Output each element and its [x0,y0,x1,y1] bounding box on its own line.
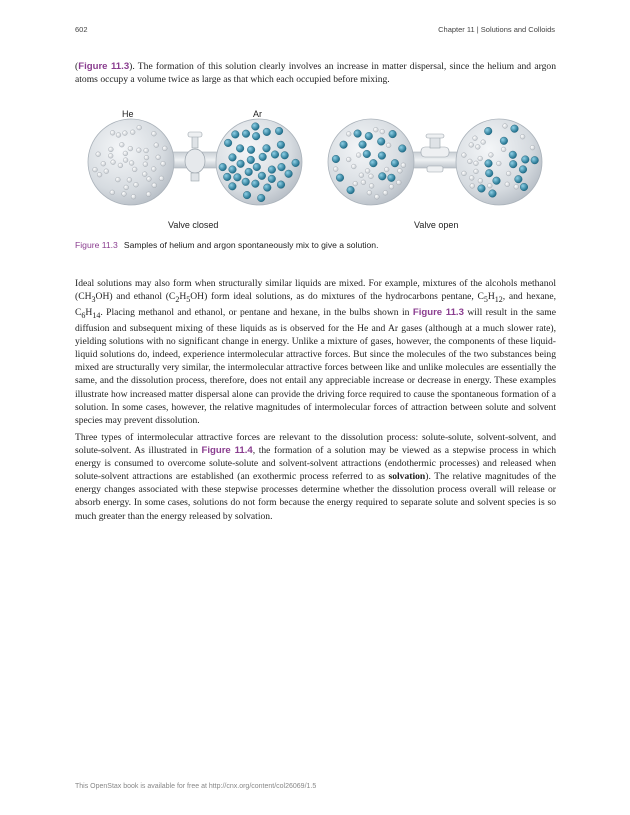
gas-bulbs-illustration [75,100,556,235]
argon-atom [354,130,362,138]
helium-atom [131,194,136,199]
argon-atom [347,186,355,194]
argon-atom [511,125,519,133]
argon-atom [242,130,250,138]
argon-atom [277,141,285,149]
helium-atom [351,164,356,169]
paragraph-1: (Figure 11.3). The formation of this solution clearly involves an increase in matter dispersal, since the helium and argon atoms occupy a volume twice as large as that which each occupied before mixing. [75,61,556,86]
argon-atom [531,156,539,164]
argon-atom [388,174,396,182]
argon-atom [285,170,293,178]
helium-atom [468,159,473,164]
argon-atom [278,163,286,171]
helium-atom [356,153,361,158]
argon-atom [519,166,527,174]
helium-atom [469,176,474,181]
helium-atom [118,163,123,168]
argon-atom [259,153,267,161]
helium-atom [398,168,403,173]
helium-atom [134,182,139,187]
helium-atom [475,145,480,150]
helium-atom [127,178,132,183]
term-solvation: solvation [388,471,426,483]
helium-atom [128,146,133,151]
argon-atom [515,175,523,183]
helium-atom [361,180,366,185]
helium-atom [97,172,102,177]
label-argon: Ar [253,109,262,119]
helium-atom [346,132,351,137]
argon-atom [363,150,371,158]
argon-atom [232,131,240,139]
argon-atom [391,159,399,167]
caption-figure-number: Figure 11.3 [75,240,118,250]
argon-atom [229,154,237,162]
label-valve-closed: Valve closed [168,220,219,230]
argon-atom [379,173,387,181]
argon-atom [257,194,265,202]
argon-atom [485,169,493,177]
label-valve-open: Valve open [414,220,459,230]
helium-atom [96,152,101,157]
argon-atom [292,159,300,167]
helium-atom [353,181,358,186]
helium-atom [129,161,134,166]
helium-atom [159,176,164,181]
argon-atom [247,146,255,154]
label-helium: He [122,109,134,119]
helium-atom [130,130,135,135]
argon-atom [268,166,276,174]
helium-atom [147,177,152,182]
helium-atom [369,174,374,179]
argon-atom [263,128,271,136]
argon-atom [500,137,508,145]
helium-atom [142,172,147,177]
helium-atom [152,183,157,188]
helium-atom [520,134,525,139]
helium-atom [530,145,535,150]
argon-atom [252,180,260,188]
helium-atom [474,169,479,174]
helium-atom [367,190,372,195]
helium-atom [487,183,492,188]
argon-atom [277,181,285,189]
argon-atom [223,173,231,181]
paragraph-3: Three types of intermolecular attractive forces are relevant to the dissolution process: solute-solute, solvent-solvent, and solute-solvent. As illustrated in Figure 11.4, the formation of a solution may be viewed as a stepwise process in which energy is consumed to overcome solute-solute and solvent-solvent attractions (endothermic processes) and released when solute-solvent attractions are established (an exothermic process referred to as solvation). The relative magnitudes of the energy changes associated with these stepwise processes determine whether the dissolution process overall will release or absorb energy. In some cases, solutions do not form because the energy required to separate solute and solvent species is so much greater than the energy released by solvation. [75,432,557,522]
helium-atom [116,133,121,138]
argon-atom [365,132,373,140]
helium-atom [108,153,113,158]
helium-atom [396,180,401,185]
figure-11-4-link[interactable]: Figure 11.4 [201,445,253,457]
valve-closed [185,132,205,181]
argon-atom [281,152,289,160]
helium-atom [380,129,385,134]
helium-atom [136,148,141,153]
helium-atom [123,158,128,163]
helium-atom [501,147,506,152]
helium-atom [137,125,142,130]
argon-atom [399,145,407,153]
helium-atom [496,161,501,166]
argon-atom [242,178,250,186]
helium-atom [116,177,121,182]
argon-atom [234,174,242,182]
helium-atom [346,157,351,162]
argon-atom [236,145,244,153]
helium-atom [132,167,137,172]
argon-atom [485,160,493,168]
page-number: 602 [75,25,88,34]
argon-atom [224,139,232,147]
helium-atom [146,192,151,197]
helium-atom [110,130,115,135]
helium-atom [143,162,148,167]
helium-atom [478,178,483,183]
running-header [75,25,555,37]
argon-atom [275,127,283,135]
argon-atom [370,159,378,167]
argon-atom [245,168,253,176]
helium-atom [359,173,364,178]
helium-atom [462,153,467,158]
helium-atom [101,161,106,166]
figure-11-3-link[interactable]: Figure 11.3 [412,307,464,319]
valve-closed-apparatus [88,119,302,205]
argon-atom [336,174,344,182]
page-footer: This OpenStax book is available for free at http://cnx.org/content/col26069/1.5 [75,783,317,790]
helium-atom [506,171,511,176]
argon-atom [489,190,497,198]
argon-atom [332,155,340,163]
argon-atom [247,156,255,164]
helium-atom [365,169,370,174]
argon-atom [252,123,260,131]
helium-atom [124,185,129,190]
argon-atom [271,151,279,159]
helium-atom [144,148,149,153]
figure-11-3-link[interactable]: Figure 11.3 [78,61,130,72]
helium-atom [162,146,167,151]
argon-atom [389,130,397,138]
helium-atom [161,161,166,166]
helium-atom [123,151,128,156]
argon-atom [268,175,276,183]
helium-atom [156,155,161,160]
argon-atom [378,152,386,160]
argon-atom [237,160,245,168]
argon-atom [522,156,530,164]
helium-atom [369,184,374,189]
helium-atom [470,184,475,189]
argon-atom [493,177,501,185]
helium-atom [505,182,510,187]
helium-atom [144,155,149,160]
helium-atom [110,190,115,195]
argon-atom [340,141,348,149]
helium-atom [119,142,124,147]
argon-atom [478,185,486,193]
argon-atom [484,127,492,135]
helium-atom [109,147,114,152]
helium-atom [462,171,467,176]
argon-bulb [216,119,302,205]
helium-atom [386,143,391,148]
argon-atom [520,183,528,191]
helium-atom [93,167,98,172]
helium-atom [473,136,478,141]
figure-caption [75,240,556,250]
argon-atom [258,172,266,180]
helium-atom [384,167,389,172]
argon-atom [377,138,385,146]
helium-atom [478,156,483,161]
argon-atom [229,166,237,174]
argon-atom [509,160,517,168]
argon-atom [253,163,261,171]
figure-11-3 [75,100,556,235]
helium-atom [401,163,406,168]
helium-atom [122,192,127,197]
helium-atom [123,131,128,136]
valve-open-apparatus [328,119,542,205]
helium-atom [152,131,157,136]
argon-atom [264,184,272,192]
argon-atom [263,145,271,153]
chapter-title: Chapter 11 | Solutions and Colloids [438,25,555,34]
paragraph-2: Ideal solutions may also form when structurally similar liquids are mixed. For example, mixtures of the alcohols methanol $(CH_3OH)$ and ethanol $(C_2H_5OH)$ form ideal solutions, as do mixtures of the hydrocarbons pentane, $C_5H_{12}$, and hexane, $C_6H_{14}$. Placing methanol and ethanol, or pentane and hexane, in the bulbs shown in Figure 11.3 will result in the same diffusion and subsequent mixing of these liquids as is observed for the He and Ar gases (although at a much slower rate), yielding solutions with no significant change in energy. Unlike a mixture of gases, however, the components of these liquid-liquid solutions do, indeed, experience intermolecular attractive forces. But since the molecules of the two substances being mixed are structurally very similar, the intermolecular attractive forces between like and unlike molecules are essentially the same, and the dissolution process, therefore, does not entail any appreciable increase or decrease in energy. These examples illustrate how increased matter dispersal alone can provide the driving force required to cause the spontaneous formation of a solution. In some cases, however, the relative magnitudes of intermolecular forces of attraction between solute and solvent species may prevent dissolution. [75,278,556,426]
argon-atom [243,191,251,199]
helium-atom [389,184,394,189]
helium-atom [383,190,388,195]
argon-atom [252,132,260,140]
helium-atom [104,169,109,174]
argon-atom [509,151,517,159]
argon-atom [359,141,367,149]
helium-atom [111,160,116,165]
argon-atom [229,183,237,191]
caption-text: Samples of helium and argon spontaneously mix to give a solution. [123,240,379,250]
argon-atom [219,163,227,171]
helium-atom [373,127,378,132]
helium-atom [503,124,508,129]
helium-atom [333,167,338,172]
helium-atom [514,184,519,189]
helium-atom [489,153,494,158]
helium-atom [375,194,380,199]
helium-atom [469,143,474,148]
helium-atom [151,167,156,172]
helium-atom [154,143,159,148]
helium-atom [481,140,486,145]
helium-atom [474,161,479,166]
